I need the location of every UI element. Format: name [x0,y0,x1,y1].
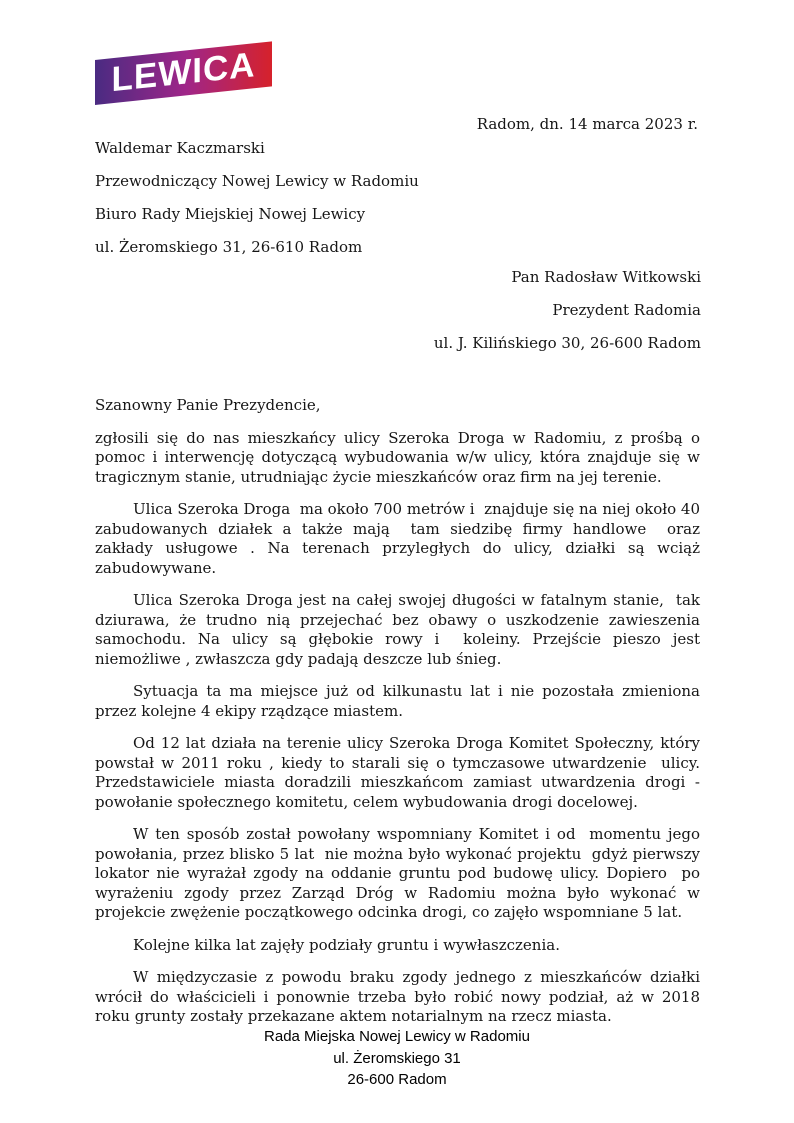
date-line: Radom, dn. 14 marca 2023 r. [476,115,698,133]
footer-city: 26-600 Radom [347,1071,447,1088]
sender-name: Waldemar Kaczmarski [95,139,265,157]
body-paragraph-1: zgłosili się do nas mieszkańcy ulicy Szeroka Droga w Radomiu, z prośbą o pomoc i interwencję dotyczącą wybudowania w/w ulicy, która znajduje się w tragicznym stanie, utrudniając życie mieszkańców oraz firm na jej terenie. [95,428,705,486]
body-paragraph-5: Od 12 lat działa na terenie ulicy Szeroka Droga Komitet Społeczny, który powstał w 2011 roku , kiedy to starali się o tymczasowe utwardzenie ulicy. Przedstawiciele miasta doradzili mieszkańcom zamiast utwardzenia drogi - powołanie społecznego komitetu, celem wybudowania drogi docelowej. [95,734,710,811]
recipient-name: Pan Radosław Witkowski [511,268,701,286]
body-paragraph-4: Sytuacja ta ma miejsce już od kilkunastu lat i nie pozostała zmieniona przez kolejne 4 ekipy rządzące miastem. [95,682,705,720]
sender-title: Przewodniczący Nowej Lewicy w Radomiu [95,172,419,190]
salutation: Szanowny Panie Prezydencie, [95,396,321,414]
letter-body [95,396,710,1040]
sender-street-address: ul. Żeromskiego 31, 26-610 Radom [95,238,363,256]
lewica-logo-text: LEWICA [111,45,256,100]
body-paragraph-2: Ulica Szeroka Droga ma około 700 metrów i znajduje się na niej około 40 zabudowanych działek a także mają tam siedzibę firmy handlowe oraz zakłady usługowe . Na terenach przyległych do ulicy, działki są wciąż zabudowywane. [95,500,705,577]
body-paragraph-7: Kolejne kilka lat zajęły podziały gruntu i wywłaszczenia. [133,935,560,954]
sender-address-block [95,132,419,264]
body-paragraph-6: W ten sposób został powołany wspomniany Komitet i od momentu jego powołania, przez blisko 5 lat nie można było wykonać projektu gdyż pierwszy lokator nie wyrażał zgody na oddanie gruntu pod budowę ulicy. Dopiero po wyrażeniu zgody przez Zarząd Dróg w Radomiu można było wykonać w projekcie zwężenie początkowego odcinka drogi, co zajęło wspomniane 5 lat. [95,825,705,921]
body-paragraph-8: W międzyczasie z powodu braku zgody jednego z mieszkańców działki wrócił do właścicieli i ponownie trzeba było robić nowy podział, aż w 2018 roku grunty zostały przekazane aktem notarialnym na rzecz miasta. [95,968,705,1025]
recipient-street-address: ul. J. Kilińskiego 30, 26-600 Radom [433,334,701,352]
recipient-title: Prezydent Radomia [552,301,701,319]
body-paragraph-3: Ulica Szeroka Droga jest na całej swojej długości w fatalnym stanie, tak dziurawa, że trudno nią przejechać bez obawy o uszkodzenie zawieszenia samochodu. Na ulicy są głębokie rowy i koleiny. Przejście pieszo jest niemożliwe , zwłaszcza gdy padają deszcze lub śnieg. [95,591,705,668]
footer-org: Rada Miejska Nowej Lewicy w Radomiu [264,1028,530,1045]
sender-office: Biuro Rady Miejskiej Nowej Lewicy [95,205,366,223]
recipient-address-block [95,261,701,360]
lewica-logo [95,41,272,105]
letter-footer [0,1026,794,1091]
footer-street: ul. Żeromskiego 31 [333,1049,461,1067]
